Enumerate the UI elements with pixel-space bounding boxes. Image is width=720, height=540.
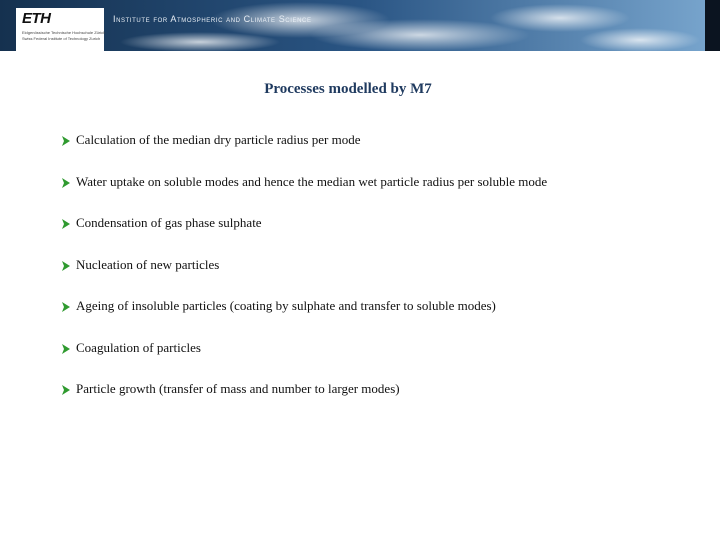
bullet-text: Water uptake on soluble modes and hence the median wet particle radius per soluble mode: [76, 173, 548, 189]
bullet-item: [61, 174, 547, 216]
bullet-item: [61, 381, 547, 423]
bullet-text: Coagulation of particles: [76, 339, 201, 355]
bullet-list: [61, 132, 547, 423]
bullet-item: [61, 132, 547, 174]
arrow-bullet-icon: [61, 384, 71, 396]
bullet-text: Ageing of insoluble particles (coating by sulphate and transfer to soluble modes): [76, 298, 496, 313]
bullet-text: Calculation of the median dry particle radius per mode: [76, 132, 361, 147]
bullet-item: [61, 257, 547, 299]
arrow-bullet-icon: [61, 177, 71, 189]
arrow-bullet-icon: [61, 301, 71, 313]
arrow-bullet-icon: [61, 218, 71, 230]
eth-logo-line-2: Swiss Federal Institute of Technology Zurich: [22, 36, 101, 41]
institute-name: Institute for Atmospheric and Climate Science: [113, 14, 312, 24]
bullet-item: [61, 298, 547, 340]
slide-title: Processes modelled by M7: [264, 81, 432, 97]
eth-logo: [16, 8, 104, 51]
bullet-text: Particle growth (transfer of mass and number to larger modes): [76, 381, 400, 396]
bullet-text: Nucleation of new particles: [76, 256, 220, 272]
earth-horizon-image: [0, 0, 720, 51]
bullet-text: Condensation of gas phase sulphate: [76, 215, 262, 230]
arrow-bullet-icon: [61, 260, 71, 272]
arrow-bullet-icon: [61, 343, 71, 355]
header-banner: [0, 0, 720, 51]
bullet-item: [61, 215, 547, 257]
eth-logo-mark: ETH: [22, 10, 51, 27]
bullet-item: [61, 340, 547, 382]
eth-logo-line-1: Eidgenössische Technische Hochschule Zürich: [22, 30, 106, 35]
arrow-bullet-icon: [61, 135, 71, 147]
